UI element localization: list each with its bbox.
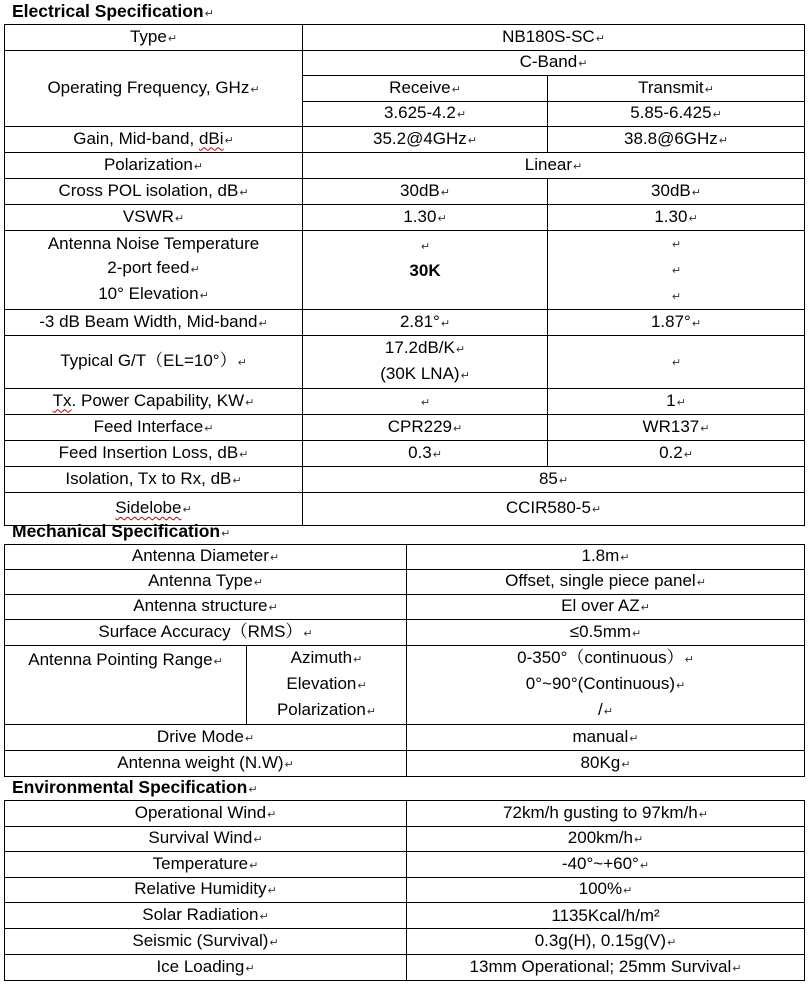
paragraph-mark-icon: ↵	[623, 885, 633, 897]
paragraph-mark-icon: ↵	[258, 317, 268, 330]
paragraph-mark-icon: ↵	[239, 448, 249, 461]
paragraph-mark-icon: ↵	[603, 706, 613, 718]
paragraph-mark-icon: ↵	[456, 109, 467, 121]
table-row	[5, 153, 805, 179]
paragraph-mark-icon: ↵	[204, 8, 214, 20]
paragraph-mark-icon: ↵	[269, 936, 279, 949]
paragraph-mark-icon: ↵	[221, 528, 231, 540]
beam-label: -3 dB Beam Width, Mid-band↵	[5, 310, 303, 336]
paragraph-mark-icon: ↵	[718, 134, 729, 147]
receive-header: Receive↵	[303, 76, 548, 102]
op-wind-label: Operational Wind↵	[5, 801, 407, 827]
structure-value: El over AZ↵	[407, 595, 805, 620]
gain-tx: 38.8@6GHz↵	[548, 127, 805, 153]
table-row	[5, 751, 805, 777]
paragraph-mark-icon: ↵	[174, 212, 185, 225]
paragraph-mark-icon: ↵	[573, 160, 583, 173]
paragraph-mark-icon: ↵	[578, 58, 588, 70]
ice-label: Ice Loading↵	[5, 955, 407, 981]
paragraph-mark-icon: ↵	[199, 290, 209, 302]
paragraph-mark-icon: ↵	[451, 83, 461, 96]
mechanical-spec-table	[4, 544, 805, 777]
surface-value: ≤0.5mm↵	[407, 620, 805, 646]
paragraph-mark-icon: ↵	[671, 357, 682, 369]
temp-value: -40°~+60°↵	[407, 852, 805, 878]
paragraph-mark-icon: ↵	[437, 212, 447, 225]
pointing-values	[407, 646, 805, 725]
drive-label: Drive Mode↵	[5, 725, 407, 751]
paragraph-mark-icon: ↵	[268, 602, 278, 614]
table-row	[5, 545, 805, 570]
paragraph-mark-icon: ↵	[248, 784, 258, 796]
sidelobe-label: Sidelobe↵	[5, 493, 303, 526]
paragraph-mark-icon: ↵	[640, 602, 650, 614]
paragraph-mark-icon: ↵	[253, 834, 263, 846]
surface-label: Surface Accuracy（RMS）↵	[5, 620, 407, 646]
paragraph-mark-icon: ↵	[244, 732, 255, 745]
op-wind-value: 72km/h gusting to 97km/h↵	[407, 801, 805, 827]
paragraph-mark-icon: ↵	[691, 186, 701, 199]
humidity-label: Relative Humidity↵	[5, 878, 407, 903]
transmit-range: 5.85-6.425↵	[548, 102, 805, 127]
paragraph-mark-icon: ↵	[420, 396, 431, 409]
sidelobe-value: CCIR580-5↵	[303, 493, 805, 526]
table-row	[5, 827, 805, 852]
table-row	[5, 441, 805, 467]
power-label: Tx. Power Capability, KW↵	[5, 389, 303, 415]
paragraph-mark-icon: ↵	[224, 134, 234, 147]
electrical-section-title: Electrical Specification↵	[12, 1, 214, 21]
electrical-spec-table	[4, 24, 805, 526]
paragraph-mark-icon: ↵	[250, 83, 260, 96]
paragraph-mark-icon: ↵	[259, 910, 269, 923]
pointing-label: Antenna Pointing Range↵	[5, 646, 247, 725]
table-row	[5, 231, 805, 310]
table-row	[5, 620, 805, 646]
paragraph-mark-icon: ↵	[204, 422, 214, 435]
azimuth-label: Azimuth↵	[290, 648, 363, 667]
paragraph-mark-icon: ↵	[591, 504, 602, 516]
paragraph-mark-icon: ↵	[213, 656, 223, 668]
table-row	[5, 725, 805, 751]
mechanical-section-title: Mechanical Specification↵	[12, 521, 231, 541]
paragraph-mark-icon: ↵	[253, 577, 263, 589]
paragraph-mark-icon: ↵	[237, 357, 247, 369]
table-row	[5, 801, 805, 827]
paragraph-mark-icon: ↵	[167, 32, 178, 45]
paragraph-mark-icon: ↵	[671, 291, 682, 303]
paragraph-mark-icon: ↵	[353, 654, 363, 666]
noise-label-line: 10° Elevation↵	[98, 284, 209, 303]
gt-label: Typical G/T（EL=10°）↵	[5, 336, 303, 389]
paragraph-mark-icon: ↵	[357, 680, 367, 692]
gain-label: Gain, Mid-band, dBi↵	[5, 127, 303, 153]
loss-tx: 0.2↵	[548, 441, 805, 467]
table-row	[5, 415, 805, 441]
surv-wind-label: Survival Wind↵	[5, 827, 407, 852]
paragraph-mark-icon: ↵	[732, 962, 742, 975]
table-row	[5, 179, 805, 205]
loss-label: Feed Insertion Loss, dB↵	[5, 441, 303, 467]
paragraph-mark-icon: ↵	[460, 370, 470, 382]
type-value: NB180S-SC↵	[303, 25, 805, 51]
noise-tx	[548, 231, 805, 310]
paragraph-mark-icon: ↵	[269, 552, 280, 564]
humidity-value: 100%↵	[407, 878, 805, 903]
beam-rx: 2.81°↵	[303, 310, 548, 336]
weight-label: Antenna weight (N.W)↵	[5, 751, 407, 777]
table-row	[5, 310, 805, 336]
diameter-value: 1.8m↵	[407, 545, 805, 570]
ice-value: 13mm Operational; 25mm Survival↵	[407, 955, 805, 981]
paragraph-mark-icon: ↵	[621, 758, 631, 771]
temp-label: Temperature↵	[5, 852, 407, 878]
table-row	[5, 852, 805, 878]
table-row	[5, 929, 805, 955]
crosspol-tx: 30dB↵	[548, 179, 805, 205]
paragraph-mark-icon: ↵	[684, 654, 694, 666]
band-value: C-Band↵	[303, 51, 805, 76]
antenna-type-value: Offset, single piece panel↵	[407, 570, 805, 595]
table-row	[5, 336, 805, 389]
paragraph-mark-icon: ↵	[467, 134, 478, 147]
paragraph-mark-icon: ↵	[712, 109, 722, 121]
table-row	[5, 955, 805, 981]
paragraph-mark-icon: ↵	[683, 448, 693, 461]
solar-value: 1135Kcal/h/m²	[407, 903, 805, 929]
paragraph-mark-icon: ↵	[595, 32, 605, 45]
weight-value: 80Kg↵	[407, 751, 805, 777]
paragraph-mark-icon: ↵	[704, 83, 714, 96]
paragraph-mark-icon: ↵	[440, 186, 450, 199]
paragraph-mark-icon: ↵	[366, 706, 377, 718]
table-row	[5, 903, 805, 929]
paragraph-mark-icon: ↵	[190, 264, 200, 276]
table-row	[5, 878, 805, 903]
table-row	[5, 595, 805, 620]
structure-label: Antenna structure↵	[5, 595, 407, 620]
paragraph-mark-icon: ↵	[249, 859, 259, 872]
power-rx	[303, 389, 548, 415]
gt-tx	[548, 336, 805, 389]
paragraph-mark-icon: ↵	[182, 504, 192, 516]
noise-label-line: 2-port feed↵	[107, 258, 200, 277]
gt-rx: 17.2dB/K↵ (30K LNA)↵	[303, 336, 548, 389]
paragraph-mark-icon: ↵	[193, 160, 204, 173]
table-row	[5, 205, 805, 231]
beam-tx: 1.87°↵	[548, 310, 805, 336]
paragraph-mark-icon: ↵	[245, 396, 255, 409]
noise-rx: ↵ 30K	[303, 231, 548, 310]
polarization-value: Linear↵	[303, 153, 805, 179]
power-tx: 1↵	[548, 389, 805, 415]
receive-range: 3.625-4.2↵	[303, 102, 548, 127]
feed-tx: WR137↵	[548, 415, 805, 441]
table-row	[5, 570, 805, 595]
table-row	[5, 467, 805, 493]
crosspol-rx: 30dB↵	[303, 179, 548, 205]
table-row	[5, 25, 805, 51]
gain-rx: 35.2@4GHz↵	[303, 127, 548, 153]
drive-value: manual↵	[407, 725, 805, 751]
paragraph-mark-icon: ↵	[432, 448, 442, 461]
polarization-axis-label: Polarization↵	[276, 700, 377, 719]
paragraph-mark-icon: ↵	[698, 808, 708, 821]
paragraph-mark-icon: ↵	[671, 239, 682, 251]
paragraph-mark-icon: ↵	[633, 834, 644, 846]
paragraph-mark-icon: ↵	[239, 186, 249, 199]
noise-label-line: Antenna Noise Temperature	[47, 234, 260, 253]
paragraph-mark-icon: ↵	[639, 859, 650, 872]
paragraph-mark-icon: ↵	[440, 317, 451, 330]
freq-label: Operating Frequency, GHz↵	[5, 51, 303, 127]
seismic-label: Seismic (Survival)↵	[5, 929, 407, 955]
environmental-section-title: Environmental Specification↵	[12, 777, 258, 797]
paragraph-mark-icon: ↵	[267, 885, 277, 897]
antenna-type-label: Antenna Type↵	[5, 570, 407, 595]
paragraph-mark-icon: ↵	[632, 627, 642, 640]
table-row	[5, 389, 805, 415]
table-row	[5, 646, 805, 725]
vswr-label: VSWR↵	[5, 205, 303, 231]
table-row	[5, 127, 805, 153]
polarization-axis-value: /↵	[598, 700, 613, 719]
solar-label: Solar Radiation↵	[5, 903, 407, 929]
crosspol-label: Cross POL isolation, dB↵	[5, 179, 303, 205]
elevation-value: 0°~90°(Continuous)↵	[525, 674, 686, 693]
paragraph-mark-icon: ↵	[700, 422, 710, 435]
isolation-value: 85↵	[303, 467, 805, 493]
diameter-label: Antenna Diameter↵	[5, 545, 407, 570]
paragraph-mark-icon: ↵	[691, 317, 702, 330]
paragraph-mark-icon: ↵	[676, 680, 686, 692]
surv-wind-value: 200km/h↵	[407, 827, 805, 852]
feed-label: Feed Interface↵	[5, 415, 303, 441]
paragraph-mark-icon: ↵	[671, 265, 682, 277]
paragraph-mark-icon: ↵	[676, 396, 686, 409]
paragraph-mark-icon: ↵	[629, 732, 639, 745]
transmit-header: Transmit↵	[548, 76, 805, 102]
vswr-tx: 1.30↵	[548, 205, 805, 231]
type-label: Type↵	[5, 25, 303, 51]
paragraph-mark-icon: ↵	[620, 552, 630, 564]
noise-label	[5, 231, 303, 310]
environmental-spec-table	[4, 800, 805, 981]
paragraph-mark-icon: ↵	[303, 627, 313, 640]
paragraph-mark-icon: ↵	[284, 758, 294, 771]
paragraph-mark-icon: ↵	[453, 422, 463, 435]
paragraph-mark-icon: ↵	[667, 936, 677, 949]
paragraph-mark-icon: ↵	[688, 212, 698, 225]
vswr-rx: 1.30↵	[303, 205, 548, 231]
paragraph-mark-icon: ↵	[558, 474, 569, 487]
feed-rx: CPR229↵	[303, 415, 548, 441]
elevation-label: Elevation↵	[286, 674, 367, 693]
paragraph-mark-icon: ↵	[420, 241, 431, 253]
paragraph-mark-icon: ↵	[696, 577, 706, 589]
paragraph-mark-icon: ↵	[455, 344, 466, 356]
azimuth-value: 0-350°（continuous）↵	[517, 648, 694, 667]
pointing-axes	[247, 646, 407, 725]
loss-rx: 0.3↵	[303, 441, 548, 467]
polarization-label: Polarization↵	[5, 153, 303, 179]
paragraph-mark-icon: ↵	[232, 474, 242, 487]
isolation-label: Isolation, Tx to Rx, dB↵	[5, 467, 303, 493]
paragraph-mark-icon: ↵	[245, 962, 255, 975]
seismic-value: 0.3g(H), 0.15g(V)↵	[407, 929, 805, 955]
table-row	[5, 51, 805, 76]
paragraph-mark-icon: ↵	[267, 808, 277, 821]
